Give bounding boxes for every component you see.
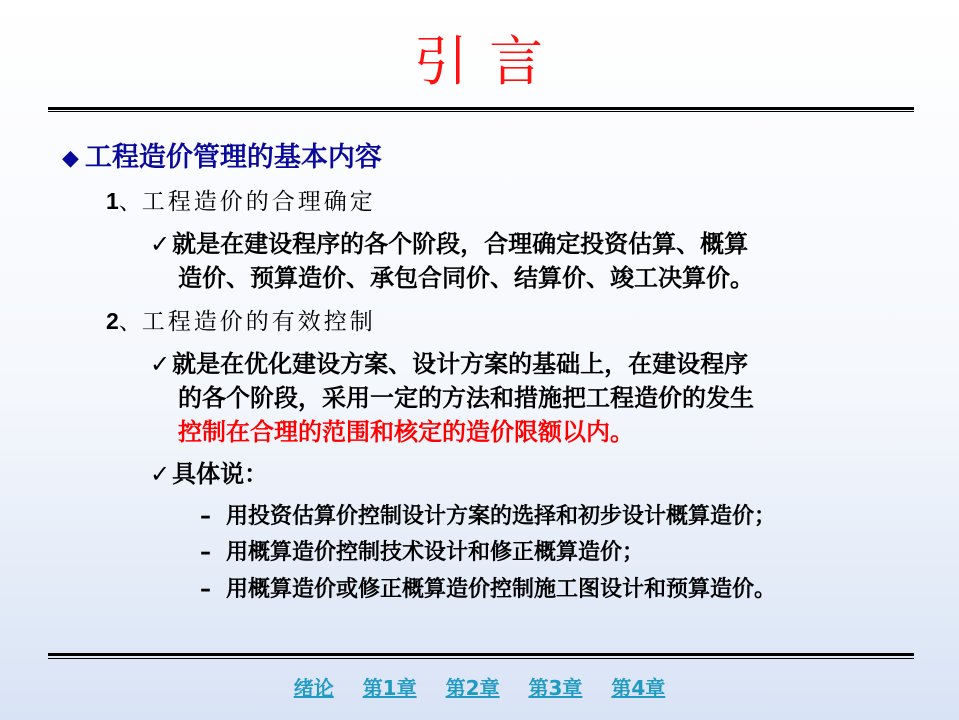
nav-link-chapter-4[interactable]: 第4章 <box>611 676 666 700</box>
subsection-1 <box>106 185 376 218</box>
top-divider <box>48 107 914 112</box>
bullet-text-line: 具体说： <box>172 460 269 488</box>
nav-link-chapter-3[interactable]: 第3章 <box>528 676 583 700</box>
bullet-text-line: 的各个阶段，采用一定的方法和措施把工程造价的发生 <box>178 384 754 412</box>
check-bullet <box>150 227 748 261</box>
dash-icon: – <box>200 540 211 565</box>
nav-link-chapter-2[interactable]: 第2章 <box>445 676 500 700</box>
subsection-title: 工程造价的合理确定 <box>141 189 376 215</box>
checkmark-icon: ✓ <box>150 230 171 258</box>
section-heading <box>62 140 382 177</box>
subsection-number: 1 <box>106 188 119 214</box>
dash-item-text: 用概算造价控制技术设计和修正概算造价； <box>226 540 645 565</box>
chapter-nav <box>0 672 959 701</box>
subsection-separator: 、 <box>118 189 142 215</box>
bottom-divider <box>48 653 914 659</box>
dash-item <box>200 501 776 533</box>
dash-item-text: 用概算造价或修正概算造价控制施工图设计和预算造价。 <box>226 577 777 602</box>
subsection-separator: 、 <box>118 309 142 335</box>
dash-icon: – <box>200 577 211 602</box>
bullet-text-line: 造价、预算造价、承包合同价、结算价、竣工决算价。 <box>178 264 754 292</box>
nav-link-chapter-1[interactable]: 第1章 <box>362 676 417 700</box>
diamond-bullet-icon: ◆ <box>62 146 79 171</box>
checkmark-icon: ✓ <box>150 460 171 488</box>
bullet-text-line: 就是在优化建设方案、设计方案的基础上，在建设程序 <box>172 350 749 378</box>
subsection-title: 工程造价的有效控制 <box>141 309 376 335</box>
dash-icon: – <box>200 504 211 529</box>
subsection-number: 2 <box>106 308 119 334</box>
heading-text: 工程造价管理的基本内容 <box>84 142 382 173</box>
dash-item-text: 用投资估算价控制设计方案的选择和初步设计概算造价； <box>226 504 777 529</box>
dash-item <box>200 574 776 606</box>
highlighted-text-line: 控制在合理的范围和核定的造价限额以内。 <box>178 418 634 446</box>
check-bullet <box>150 457 268 491</box>
bullet-text-line: 就是在建设程序的各个阶段，合理确定投资估算、概算 <box>172 230 749 258</box>
dash-item <box>200 537 644 569</box>
checkmark-icon: ✓ <box>150 350 171 378</box>
check-bullet <box>150 347 748 381</box>
slide-title: 引 言 <box>413 30 546 93</box>
nav-link-intro[interactable]: 绪论 <box>293 676 334 700</box>
subsection-2 <box>106 305 376 338</box>
